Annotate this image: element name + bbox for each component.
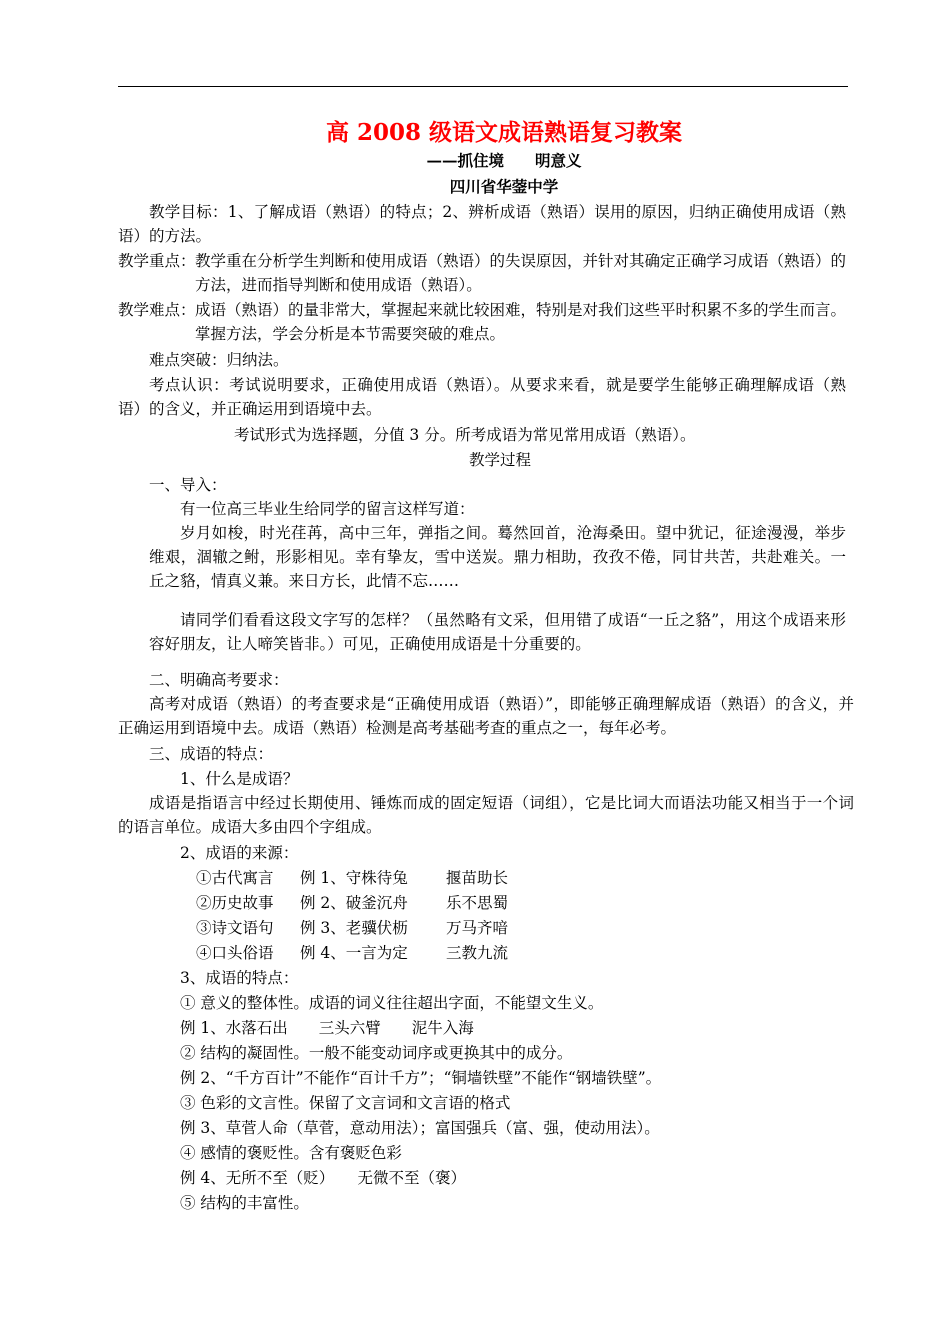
- school-name: 四川省华蓥中学: [449, 177, 559, 196]
- document-title: 高 2008 级语文成语熟语复习教案: [325, 119, 683, 146]
- section-2-heading: 二、明确高考要求：: [149, 671, 289, 689]
- section-1-question: 请同学们看看这段文字写的怎样？（虽然略有文采，但用错了成语“一丘之貉”，用这个成语来形容好朋友，让人啼笑皆非。）可见，正确使用成语是十分重要的。: [149, 611, 846, 653]
- source-example-2b: 乐不思蜀: [446, 894, 509, 912]
- graduate-message: 岁月如梭，时光荏苒，高中三年，弹指之间。蓦然回首，沧海桑田。望中犹记，征途漫漫，举步维艰，涸辙之鲋，形影相见。幸有挚友，雪中送炭。鼎力相助，孜孜不倦，同甘共苦，共赴难关。一丘之貉，情真义兼。来日方长，此情不忘……: [149, 524, 846, 590]
- feature-1-example: 例 1、水落石出 三头六臂 泥牛入海: [180, 1019, 474, 1037]
- header-rule: [118, 86, 848, 87]
- section-2-text: 高考对成语（熟语）的考查要求是“正确使用成语（熟语）”，即能够正确理解成语（熟语）的含义，并正确运用到语境中去。成语（熟语）检测是高考基础考查的重点之一，每年必考。: [118, 695, 854, 737]
- idiom-sources-heading: 2、成语的来源：: [180, 844, 299, 862]
- section-1-intro: 有一位高三毕业生给同学的留言这样写道：: [180, 500, 475, 518]
- exam-point: 考点认识：考试说明要求，正确使用成语（熟语）。从要求来看，就是要学生能够正确理解成语（熟语）的含义，并正确运用到语境中去。: [118, 376, 846, 418]
- teaching-difficulty-text: 成语（熟语）的量非常大，掌握起来就比较困难，特别是对我们这些平时积累不多的学生而言。掌握方法，学会分析是本节需要突破的难点。: [195, 301, 847, 343]
- source-type-2: ②历史故事: [196, 894, 274, 912]
- feature-4-example: 例 4、无所不至（贬） 无微不至（褒）: [180, 1169, 467, 1187]
- idiom-features-heading: 3、成语的特点：: [180, 969, 299, 987]
- what-is-idiom-heading: 1、什么是成语？: [180, 770, 299, 788]
- feature-4: ④ 感情的褒贬性。含有褒贬色彩: [180, 1144, 402, 1162]
- source-example-4b: 三教九流: [446, 944, 509, 962]
- teaching-difficulty-label: 教学难点：: [118, 301, 196, 319]
- teaching-goal: 教学目标：1、了解成语（熟语）的特点；2、辨析成语（熟语）误用的原因，归纳正确使用成语（熟语）的方法。: [118, 203, 846, 245]
- source-example-3: 例 3、老骥伏枥: [300, 919, 408, 937]
- feature-3: ③ 色彩的文言性。保留了文言词和文言语的格式: [180, 1094, 511, 1112]
- feature-2: ② 结构的凝固性。一般不能变动词序或更换其中的成分。: [180, 1044, 573, 1062]
- source-example-1b: 揠苗助长: [446, 869, 509, 887]
- source-example-3b: 万马齐喑: [446, 919, 509, 937]
- source-example-1: 例 1、守株待兔: [300, 869, 408, 887]
- source-type-3: ③诗文语句: [196, 919, 274, 937]
- idiom-definition: 成语是指语言中经过长期使用、锤炼而成的固定短语（词组），它是比词大而语法功能又相当于一个词的语言单位。成语大多由四个字组成。: [118, 794, 854, 836]
- document-subtitle: ——抓住境 明意义: [426, 151, 582, 170]
- feature-2-example: 例 2、“千方百计”不能作“百计千方”；“铜墙铁壁”不能作“钢墙铁壁”。: [180, 1069, 662, 1087]
- feature-5: ⑤ 结构的丰富性。: [180, 1194, 309, 1212]
- exam-form: 考试形式为选择题，分值 3 分。所考成语为常见常用成语（熟语）。: [234, 426, 696, 444]
- section-1-heading: 一、导入：: [149, 476, 227, 494]
- source-example-4: 例 4、一言为定: [300, 944, 408, 962]
- feature-1: ① 意义的整体性。成语的词义往往超出字面，不能望文生义。: [180, 994, 604, 1012]
- section-3-heading: 三、成语的特点：: [149, 745, 274, 763]
- teaching-focus-label: 教学重点：: [118, 252, 196, 270]
- teaching-process-heading: 教学过程: [468, 451, 531, 469]
- teaching-focus-text: 教学重在分析学生判断和使用成语（熟语）的失误原因，并针对其确定正确学习成语（熟语）的方法，进而指导判断和使用成语（熟语）。: [195, 252, 847, 294]
- source-type-4: ④口头俗语: [196, 944, 274, 962]
- difficulty-breakthrough: 难点突破：归纳法。: [149, 351, 289, 369]
- source-example-2: 例 2、破釜沉舟: [300, 894, 408, 912]
- feature-3-example: 例 3、草菅人命（草菅，意动用法）；富国强兵（富、强，使动用法）。: [180, 1119, 660, 1137]
- source-type-1: ①古代寓言: [196, 869, 274, 887]
